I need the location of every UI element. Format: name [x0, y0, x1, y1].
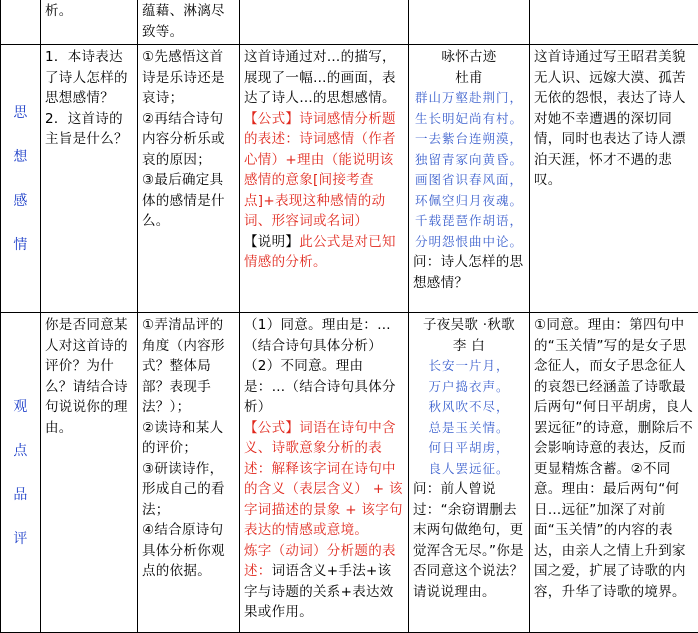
- note-label: 【说明】: [244, 234, 299, 250]
- table-row-feeling: [1, 45, 698, 313]
- lianzi-body: 词语含义+手法+该字与诗题的关系+表达效果或作用。: [244, 563, 394, 620]
- question-cell: 1．本诗表达了诗人怎样的思想感情？ 2．这首诗的主旨是什么？: [41, 45, 138, 313]
- poem-line: 总是玉关情。: [413, 418, 525, 439]
- poem-question: 问：前人曾说过：“余窃谓删去末两句做绝句，更觉浑含无尽。”你是否同意这个说法？请说说理由。: [413, 479, 525, 602]
- poem-question: 问：诗人怎样的思想感情？: [413, 252, 525, 293]
- table-row-opinion: [1, 313, 698, 633]
- steps-cell: ①先感悟这首诗是乐诗还是哀诗； ②再结合诗句内容分析乐或哀的原因； ③最后确定具体的感情是什么。: [138, 45, 240, 313]
- question-cell: 你是否同意某人对这首诗的评价？为什么？请结合诗句说说你的理由。: [41, 313, 138, 633]
- prev-poem-cell: [409, 0, 530, 45]
- lianzi-label: 炼字（动词）分析题的表述：: [244, 543, 396, 580]
- poem-title: 子夜吴歌 ·秋歌: [413, 315, 525, 336]
- formula-label: 【公式】: [244, 420, 299, 436]
- prev-steps-cell: 蕴藉、淋漓尽致等。: [138, 0, 240, 45]
- table-row-prev: [1, 0, 698, 45]
- poem-line: 画图省识春风面，: [413, 170, 525, 191]
- answer-cell: 这首诗通过写王昭君美貌无人识、远嫁大漠、孤苦无依的怨恨，表达了诗人对她不幸遭遇的深切同情，同时也表达了诗人漂泊天涯，怀才不遇的悲叹。: [530, 45, 698, 313]
- prev-question-cell: 析。: [41, 0, 138, 45]
- formula-body: 词语在诗句中含义、诗歌意象分析的表述：解释该字词在诗句中的含义（表层含义） + 该字词描述的景象 + 该字句表达的情感或意境。: [244, 420, 403, 539]
- category-feeling: 思 想 感 情: [1, 45, 41, 313]
- poem-author: 李 白: [413, 336, 525, 357]
- poem-line: 万户捣衣声。: [413, 377, 525, 398]
- poem-cell: [409, 45, 530, 313]
- prev-method-cell: [240, 0, 409, 45]
- prev-answer-cell: [530, 0, 698, 45]
- poem-line: 独留青冢向黄昏。: [413, 150, 525, 171]
- poem-line: 何日平胡虏，: [413, 438, 525, 459]
- poem-author: 杜甫: [413, 68, 525, 89]
- method-cell: 这首诗通过对…的描写，展现了一幅…的画面，表达了诗人…的思想感情。 【公式】诗词感情分析题的表述：诗词感情（作者心情）+理由（能说明该感情的意象[间接考查点]+表现这种感情的动词、形容词或名词） 【说明】此公式是对已知情感的分析。: [240, 45, 409, 313]
- prev-cat-cell: [1, 0, 41, 45]
- poem-line: 长安一片月，: [413, 356, 525, 377]
- poem-line: 良人罢远征。: [413, 459, 525, 480]
- formula-label: 【公式】诗词感情分析题的表述：: [244, 111, 396, 148]
- steps-cell: ①弄清品评的角度（内容形式？整体局部？表现手法？）； ②读诗和某人的评价； ③研读诗作，形成自己的看法； ④结合原诗句具体分析你观点的依据。: [138, 313, 240, 633]
- poem-line: 环佩空归月夜魂。: [413, 191, 525, 212]
- poem-line: 秋风吹不尽，: [413, 397, 525, 418]
- note-body: 此公式是对已知情感的分析。: [244, 234, 396, 271]
- poem-line: 分明怨恨曲中论。: [413, 232, 525, 253]
- answer-cell: ①同意。理由：第四句中的“玉关情”写的是女子思念征人，而女子思念征人的哀怨已经涵盖了诗歌最后两句“何日平胡虏，良人罢远征”的诗意，删除后不会影响诗意的表达，反而更显精炼含蓄。②不同意。理由：最后两句“何日…远征”加深了对前面“玉关情”的内容的表达，由亲人之情上升到家国之爱，扩展了诗歌的内容，升华了诗歌的境界。: [530, 313, 698, 633]
- poem-line: 千载琵琶作胡语，: [413, 211, 525, 232]
- poem-cell: [409, 313, 530, 633]
- poem-line: 群山万壑赴荆门，: [413, 88, 525, 109]
- method-cell: （1）同意。理由是：…（结合诗句具体分析） （2）不同意。理由是：…（结合诗句具体分析） 【公式】词语在诗句中含义、诗歌意象分析的表述：解释该字词在诗句中的含义（表层含义） + 该字词描述的景象 + 该字句表达的情感或意境。 炼字（动词）分析题的表述：词语含义+手法+该字与诗题的关系+表达效果或作用。: [240, 313, 409, 633]
- poem-title: 咏怀古迹: [413, 47, 525, 68]
- poem-line: 生长明妃尚有村。: [413, 109, 525, 130]
- poem-line: 一去紫台连朔漠，: [413, 129, 525, 150]
- category-opinion: 观 点 品 评: [1, 313, 41, 633]
- formula-body: 诗词感情（作者心情）+理由（能说明该感情的意象[间接考查点]+表现这种感情的动词、形容词或名词）: [244, 131, 396, 229]
